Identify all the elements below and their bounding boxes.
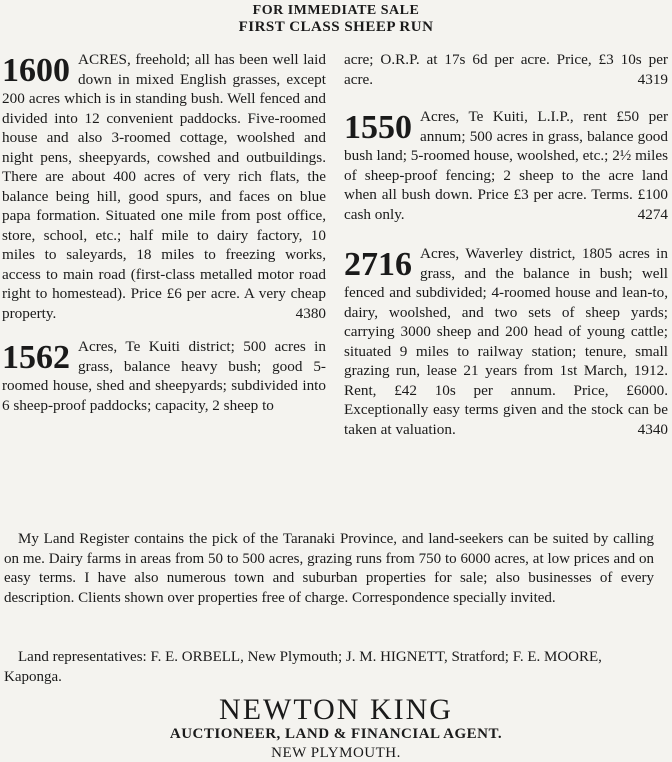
right-column xyxy=(344,50,668,453)
left-column xyxy=(2,50,326,429)
sheep-run-heading: FIRST CLASS SHEEP RUN xyxy=(238,19,434,35)
sale-heading: FOR IMMEDIATE SALE xyxy=(252,3,420,18)
listing-text: Acres, Te Kuiti, L.I.P., rent £50 per annum; 500 acres in grass, balance good bush land; 5-roomed house, woolshed, etc.; 2½ miles of sheep-proof fencing; 2 sheep to the acre land when all bush down. Price £3 per acre. Terms. £100 cash only. xyxy=(344,108,668,223)
listing-1550 xyxy=(344,107,668,224)
land-representatives: Land representatives: F. E. ORBELL, New Plymouth; J. M. HIGNETT, Stratford; F. E. MOORE, Kaponga. xyxy=(4,649,602,685)
listing-2716 xyxy=(344,244,668,439)
agent-name: NEWTON KING xyxy=(219,693,453,726)
listing-ref: 4319 xyxy=(637,70,668,88)
acres-figure: 1550 xyxy=(344,109,412,146)
acres-figure: 2716 xyxy=(344,246,412,283)
listing-text: Acres, Te Kuiti district; 500 acres in grass, balance heavy bush; good 5-roomed house, shed and sheepyards; subdivided into 6 sheep-proof paddocks; capacity, 2 sheep to xyxy=(2,338,326,414)
listing-1562 xyxy=(2,337,326,415)
listing-ref: 4380 xyxy=(295,304,326,322)
agent-title: AUCTIONEER, LAND & FINANCIAL AGENT. xyxy=(169,726,503,742)
listing-text: Acres, Waverley district, 1805 acres in grass, and the balance in bush; well fenced and subdivided; 4-roomed house and lean-to, dairy, woolshed, and two sets of sheep yards; carrying 3000 sheep and 200 head of young cattle; situated 9 miles to railway station; tenure, small grazing run, lease 21 years from 1st March, 1912. Rent, £42 10s per annum. Price, £6000. Exceptionally easy terms given and the stock can be taken at valuation. xyxy=(344,245,668,438)
acres-figure: 1562 xyxy=(2,339,70,376)
listing-ref: 4340 xyxy=(637,420,668,438)
listing-text: ACRES, freehold; all has been well laid down in mixed English grasses, except 200 acres which is in standing bush. Well fenced and divided into 12 convenient paddocks. Five-roomed house and also 3-roomed cottage, woolshed and night pens, sheepyards, cowshed and outbuildings. There are about 400 acres of very rich flats, the balance being hill, good spurs, and faces on blue papa formation. Situated one mile from post office, store, school, etc.; half mile to dairy factory, 10 miles to saleyards, 18 miles to freezing works, access to main road (first-class metalled motor road right to homestead). Price £6 per acre. A very cheap property. xyxy=(2,51,326,322)
listing-text: acre; O.R.P. at 17s 6d per acre. Price, £3 10s per acre. xyxy=(344,51,668,88)
listing-1600 xyxy=(2,50,326,323)
agent-town: NEW PLYMOUTH. xyxy=(271,745,401,761)
listing-continued xyxy=(344,50,668,89)
land-register-paragraph: My Land Register contains the pick of the Taranaki Province, and land-seekers can be suited by calling on me. Dairy farms in areas from 50 to 500 acres, grazing runs from 750 to 6000 acres, at low prices and on easy terms. I have also numerous town and suburban properties for sale; also businesses of every description. Clients shown over properties free of charge. Correspondence specially invited. xyxy=(4,531,654,606)
listing-ref: 4274 xyxy=(637,205,668,223)
acres-figure: 1600 xyxy=(2,52,70,89)
